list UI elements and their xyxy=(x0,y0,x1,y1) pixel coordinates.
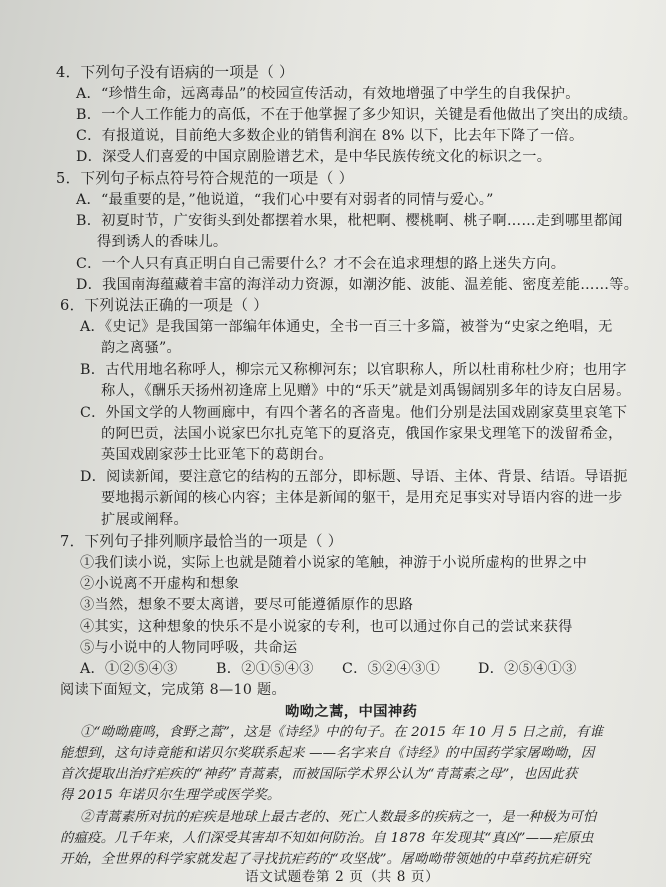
text-line: C．一个人只有真正明白自己需要什么？才不会在追求理想的路上迷失方向。 xyxy=(76,256,566,272)
text-line: A．①②⑤④③ xyxy=(80,661,178,677)
text-line: 阅读下面短文，完成第 8—10 题。 xyxy=(60,682,286,698)
text-line: C．有报道说，目前绝大多数企业的销售利润在 8% 以下，比去年下降了一倍。 xyxy=(76,128,584,144)
text-line: 能想到，这句诗竟能和诺贝尔奖联系起来 ——名字来自《诗经》的中国药学家屠呦呦，因 xyxy=(60,746,595,761)
text-line: ⑤与小说中的人物同呼吸，共命运 xyxy=(80,640,298,656)
text-line: B．初夏时节，广安街头到处都摆着水果，枇杷啊、樱桃啊、桃子啊……走到哪里都闻 xyxy=(76,213,623,229)
text-line: ①我们读小说，实际上也就是随着小说家的笔触，神游于小说所虚构的世界之中 xyxy=(80,555,588,571)
text-line: ③当然，想象不要太离谱，要尽可能遵循原作的思路 xyxy=(80,597,414,613)
text-line: ①“呦呦鹿鸣，食野之蒿”，这是《诗经》中的句子。在 2015 年 10 月 5 日之前，有谁 xyxy=(80,725,604,740)
text-line: C．⑤②④③① xyxy=(342,661,441,677)
text-line: 得到诱人的香味儿。 xyxy=(97,234,228,250)
text-line: 呦呦之蒿，中国神药 xyxy=(285,703,418,720)
text-line: A．《史记》是我国第一部编年体通史，全书一百三十多篇，被誉为“史家之绝唱，无 xyxy=(80,319,613,335)
text-line: 的阿巴贡，法国小说家巴尔扎克笔下的夏洛克，俄国作家果戈理笔下的泼留希金， xyxy=(101,426,623,442)
text-line: 5．下列句子标点符号符合规范的一项是（ ） xyxy=(56,170,354,187)
text-line: 7．下列句子排列顺序最恰当的一项是（ ） xyxy=(60,533,343,550)
text-line: 语文试题卷第 2 页（共 8 页） xyxy=(245,869,440,885)
text-line: D．我国南海蕴藏着丰富的海洋动力资源，如潮汐能、波能、温差能、密度差能……等。 xyxy=(76,277,639,293)
text-line: B．②①⑤④③ xyxy=(216,661,314,677)
text-line: ④其实，这种想象的快乐不是小说家的专利，也可以通过你自己的尝试来获得 xyxy=(80,619,573,635)
text-line: 英国戏剧家莎士比亚笔下的葛朗台。 xyxy=(101,447,333,463)
text-line: C．外国文学的人物画廊中，有四个著名的吝啬鬼。他们分别是法国戏剧家莫里哀笔下 xyxy=(80,405,628,421)
text-line: D．②⑤④①③ xyxy=(478,661,577,677)
text-line: B．一个人工作能力的高低，不在于他掌握了多少知识，关键是看他做出了突出的成绩。 xyxy=(76,107,638,123)
text-line: 称人，《酬乐天扬州初逢席上见赠》中的“乐天”就是刘禹锡阔别多年的诗友白居易。 xyxy=(101,383,631,399)
text-line: 扩展或阐释。 xyxy=(101,512,188,528)
text-line: A．“最重要的是，”他说道，“我们心中要有对弱者的同情与爱心。” xyxy=(76,192,494,208)
text-line: 4．下列句子没有语病的一项是（ ） xyxy=(56,64,294,81)
text-line: 首次提取出治疗疟疾的“神药”青蒿素，而被国际学术界公认为“青蒿素之母”，也因此获 xyxy=(60,767,578,782)
text-line: 要地揭示新闻的核心内容；主体是新闻的躯干，是用充足事实对导语内容的进一步 xyxy=(101,490,623,506)
text-line: ②青蒿素所对抗的疟疾是地球上最古老的、死亡人数最多的疾病之一，是一种极为可怕 xyxy=(80,810,597,825)
text-line: 韵之离骚”。 xyxy=(101,340,181,356)
text-line: D．阅读新闻，要注意它的结构的五部分，即标题、导语、主体、背景、结语。导语扼 xyxy=(80,469,628,485)
text-line: 6．下列说法正确的一项是（ ） xyxy=(60,297,269,314)
text-line: 的瘟疫。几千年来，人们深受其害却不知如何防治。自 1878 年发现其“真凶”——疟原虫 xyxy=(60,831,594,846)
text-line: B．古代用地名称呼人，柳宗元又称柳河东；以官职称人，所以杜甫称杜少府；也用字 xyxy=(80,362,627,378)
text-line: ②小说离不开虚构和想象 xyxy=(80,576,240,592)
text-line: A．“珍惜生命，远离毒品”的校园宣传活动，有效地增强了中学生的自我保护。 xyxy=(76,86,580,102)
text-line: 开始，全世界的科学家就发起了寻找抗疟药的“攻坚战”。屠呦呦带领她的中草药抗疟研究 xyxy=(60,852,591,867)
text-line: D．深受人们喜爱的中国京剧脸谱艺术，是中华民族传统文化的标识之一。 xyxy=(76,149,552,165)
text-line: 得 2015 年诺贝尔生理学或医学奖。 xyxy=(60,788,281,803)
